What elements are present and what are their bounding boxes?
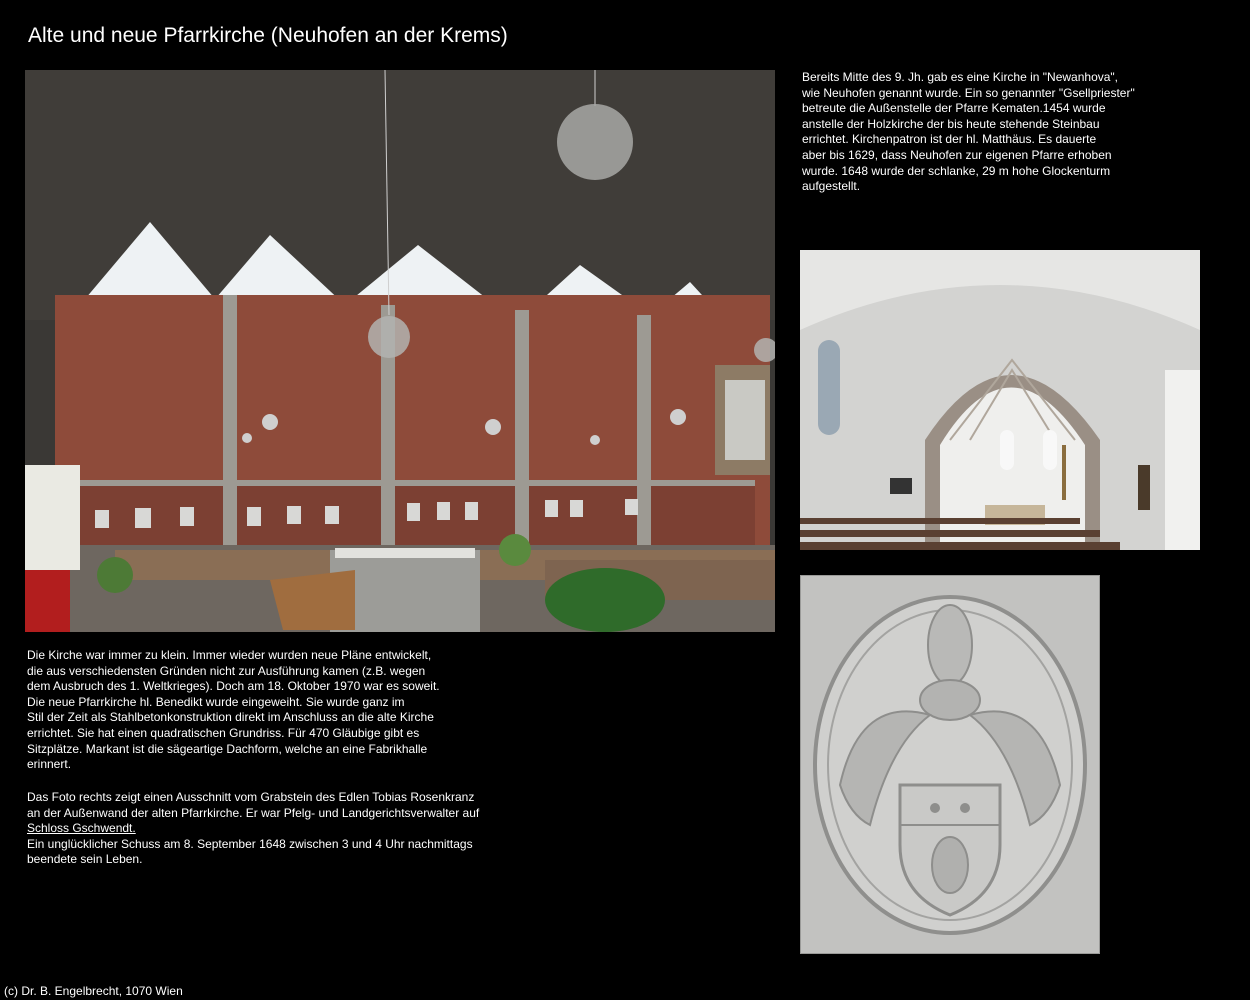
gravestone-text — [27, 790, 497, 868]
new-church-interior-photo — [25, 70, 775, 632]
old-church-interior-photo — [800, 250, 1200, 550]
new-church-paragraph: Die Kirche war immer zu klein. Immer wieder wurden neue Pläne entwickelt, die aus verschiedensten Gründen nicht zur Ausführung kamen (z.B. wegen dem Ausbruch des 1. Weltkrieges). Doch am 18. Oktober 1970 war es soweit. Die neue Pfarrkirche hl. Benedikt wurde eingeweiht. Sie wurde ganz im Stil der Zeit als Stahlbetonkonstruktion direkt im Anschluss an die alte Kirche errichtet. Sie hat einen quadratischen Grundriss. Für 470 Gläubige gibt es Sitzplätze. Markant ist die sägeartige Dachform, welche an eine Fabrikhalle erinnert. — [27, 648, 440, 772]
history-paragraph: Bereits Mitte des 9. Jh. gab es eine Kirche in "Newanhova", wie Neuhofen genannt wurde. Ein so genannter "Gsellpriester" betreute die Außenstelle der Pfarre Kematen.1454 wurde anstelle der Holzkirche der bis heute stehende Steinbau errichtet. Kirchenpatron ist der hl. Matthäus. Es dauerte aber bis 1629, dass Neuhofen zur eigenen Pfarre erhoben wurde. 1648 wurde der schlanke, 29 m hohe Glockenturm aufgestellt. — [802, 70, 1135, 194]
gravestone-text-before-link: Das Foto rechts zeigt einen Ausschnitt vom Grabstein des Edlen Tobias Rosenkranz an der Außenwand der alten Pfarrkirche. Er war Pfelg- und Landgerichtsverwalter auf — [27, 790, 480, 820]
gravestone-coat-of-arms-photo — [800, 575, 1100, 954]
new-church-text — [27, 648, 487, 773]
copyright-footer: (c) Dr. B. Engelbrecht, 1070 Wien — [4, 984, 183, 998]
schloss-gschwendt-link[interactable]: Schloss Gschwendt. — [27, 821, 136, 836]
gravestone-paragraph — [27, 790, 497, 868]
history-text — [802, 70, 1162, 195]
gravestone-text-after-link: Ein unglücklicher Schuss am 8. September 1648 zwischen 3 und 4 Uhr nachmittags beendete sein Leben. — [27, 836, 473, 867]
page-title: Alte und neue Pfarrkirche (Neuhofen an der Krems) — [28, 24, 508, 47]
